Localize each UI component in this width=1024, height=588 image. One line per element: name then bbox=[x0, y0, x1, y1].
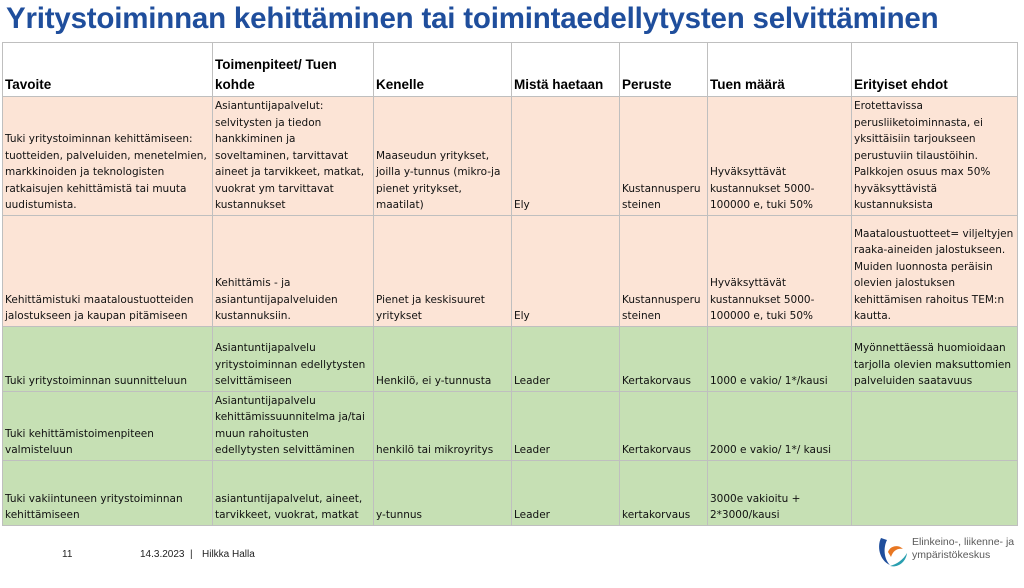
cell-toimenpiteet: asiantuntijapalvelut, aineet, tarvikkeet, vuokrat, matkat bbox=[213, 460, 374, 525]
table-row bbox=[3, 460, 1018, 525]
header-kenelle: Kenelle bbox=[374, 43, 512, 97]
cell-erityiset-ehdot bbox=[852, 391, 1018, 460]
cell-kenelle: Maaseudun yritykset, joilla y-tunnus (mikro-ja pienet yritykset, maatilat) bbox=[374, 97, 512, 216]
cell-tavoite: Tuki yritystoiminnan kehittämiseen: tuotteiden, palveluiden, menetelmien, markkinoiden ja teknologisten ratkaisujen kehittämistä tai muuta uudistumista. bbox=[3, 97, 213, 216]
footer-separator: | bbox=[190, 549, 193, 560]
table-row bbox=[3, 391, 1018, 460]
cell-mista-haetaan: Ely bbox=[512, 215, 620, 326]
header-row bbox=[3, 43, 1018, 97]
cell-tavoite: Tuki yritystoiminnan suunnitteluun bbox=[3, 326, 213, 391]
cell-tavoite: Kehittämistuki maataloustuotteiden jalostukseen ja kaupan pitämiseen bbox=[3, 215, 213, 326]
cell-peruste: Kustannusperusteinen bbox=[620, 215, 708, 326]
page-number: 11 bbox=[62, 549, 73, 560]
cell-tuen-maara: Hyväksyttävät kustannukset 5000-100000 e, tuki 50% bbox=[708, 97, 852, 216]
page-title: Yritystoiminnan kehittäminen tai toimintaedellytysten selvittäminen bbox=[6, 2, 939, 35]
cell-mista-haetaan: Leader bbox=[512, 326, 620, 391]
header-tavoite: Tavoite bbox=[3, 43, 213, 97]
header-peruste: Peruste bbox=[620, 43, 708, 97]
cell-erityiset-ehdot: Myönnettäessä huomioidaan tarjolla olevien maksuttomien palveluiden saatavuus bbox=[852, 326, 1018, 391]
header-erityiset-ehdot: Erityiset ehdot bbox=[852, 43, 1018, 97]
header-tuen-maara: Tuen määrä bbox=[708, 43, 852, 97]
cell-mista-haetaan: Leader bbox=[512, 391, 620, 460]
cell-tuen-maara: 1000 e vakio/ 1*/kausi bbox=[708, 326, 852, 391]
cell-tavoite: Tuki vakiintuneen yritystoiminnan kehittämiseen bbox=[3, 460, 213, 525]
support-table bbox=[2, 42, 1018, 526]
footer-author: Hilkka Halla bbox=[202, 549, 255, 560]
cell-peruste: Kustannusperusteinen bbox=[620, 97, 708, 216]
ely-logo bbox=[876, 532, 1021, 572]
cell-erityiset-ehdot: Maataloustuotteet= viljeltyjen raaka-aineiden jalostukseen. Muiden luonnosta peräisin olevien jalostuksen kehittämisen rahoitus TEM:n kautta. bbox=[852, 215, 1018, 326]
cell-kenelle: Pienet ja keskisuuret yritykset bbox=[374, 215, 512, 326]
cell-mista-haetaan: Leader bbox=[512, 460, 620, 525]
table-row bbox=[3, 326, 1018, 391]
cell-tavoite: Tuki kehittämistoimenpiteen valmisteluun bbox=[3, 391, 213, 460]
cell-peruste: Kertakorvaus bbox=[620, 391, 708, 460]
cell-peruste: Kertakorvaus bbox=[620, 326, 708, 391]
cell-toimenpiteet: Asiantuntijapalvelu yritystoiminnan edellytysten selvittämiseen bbox=[213, 326, 374, 391]
cell-kenelle: Henkilö, ei y-tunnusta bbox=[374, 326, 512, 391]
logo-text-line2: ympäristökeskus bbox=[912, 549, 991, 561]
cell-mista-haetaan: Ely bbox=[512, 97, 620, 216]
footer-date: 14.3.2023 bbox=[140, 549, 185, 560]
logo-text-line1: Elinkeino-, liikenne- ja bbox=[912, 536, 1015, 548]
ely-logo-mark-icon bbox=[876, 532, 910, 570]
cell-peruste: kertakorvaus bbox=[620, 460, 708, 525]
cell-toimenpiteet: Asiantuntijapalvelut: selvitysten ja tiedon hankkiminen ja soveltaminen, tarvittavat aineet ja tarvikkeet, matkat, vuokrat ym tarvittavat kustannukset bbox=[213, 97, 374, 216]
cell-kenelle: y-tunnus bbox=[374, 460, 512, 525]
header-mista-haetaan: Mistä haetaan bbox=[512, 43, 620, 97]
cell-toimenpiteet: Asiantuntijapalvelu kehittämissuunnitelma ja/tai muun rahoitusten edellytysten selvittäminen bbox=[213, 391, 374, 460]
cell-tuen-maara: Hyväksyttävät kustannukset 5000-100000 e, tuki 50% bbox=[708, 215, 852, 326]
header-toimenpiteet: Toimenpiteet/ Tuen kohde bbox=[213, 43, 374, 97]
table-row bbox=[3, 215, 1018, 326]
table-row bbox=[3, 97, 1018, 216]
cell-tuen-maara: 3000e vakioitu + 2*3000/kausi bbox=[708, 460, 852, 525]
cell-erityiset-ehdot bbox=[852, 460, 1018, 525]
cell-tuen-maara: 2000 e vakio/ 1*/ kausi bbox=[708, 391, 852, 460]
cell-toimenpiteet: Kehittämis - ja asiantuntijapalveluiden kustannuksiin. bbox=[213, 215, 374, 326]
cell-erityiset-ehdot: Erotettavissa perusliiketoiminnasta, ei yksittäisiin tarjoukseen perustuviin tilaustöihin. Palkkojen osuus max 50% hyväksyttävistä kustannuksista bbox=[852, 97, 1018, 216]
cell-kenelle: henkilö tai mikroyritys bbox=[374, 391, 512, 460]
